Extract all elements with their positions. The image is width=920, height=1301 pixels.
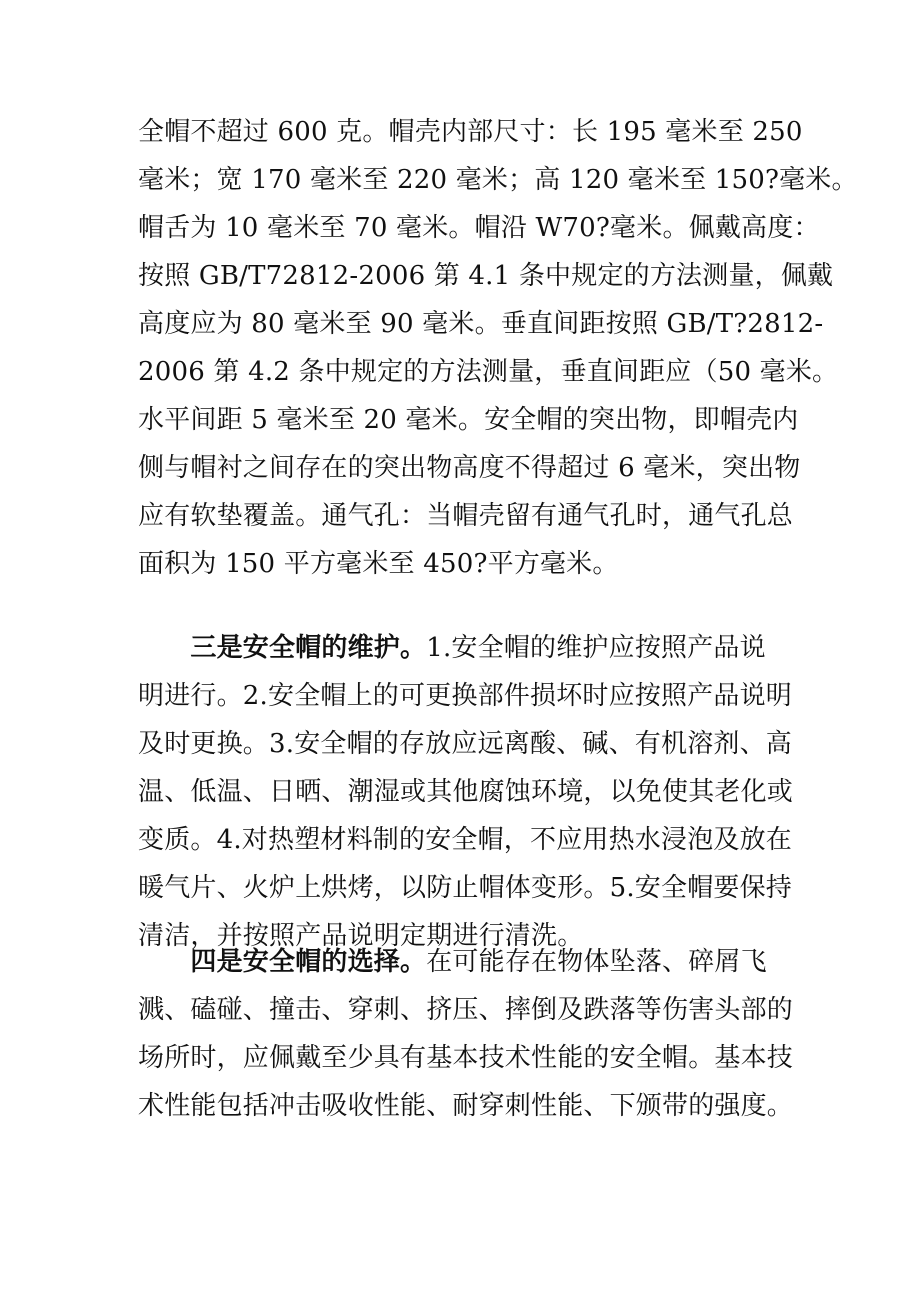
paragraph-helmet-selection (138, 938, 798, 1130)
paragraph-line: 暖气片、火炉上烘烤，以防止帽体变形。5.安全帽要保持 (138, 873, 793, 903)
paragraph-line: 应有软垫覆盖。通气孔：当帽壳留有通气孔时，通气孔总 (138, 501, 794, 531)
paragraph-line: 水平间距 5 毫米至 20 毫米。安全帽的突出物，即帽壳内 (138, 405, 799, 435)
paragraph-line-rest: 在可能存在物体坠落、碎屑飞 (426, 947, 767, 977)
paragraph-line: 及时更换。3.安全帽的存放应远离酸、碱、有机溶剂、高 (138, 729, 793, 759)
paragraph-line: 清洁，并按照产品说明定期进行清洗。 (138, 921, 584, 951)
paragraph-line: 溅、磕碰、撞击、穿刺、挤压、摔倒及跌落等伤害头部的 (138, 995, 794, 1025)
paragraph-line: 侧与帽衬之间存在的突出物高度不得超过 6 毫米，突出物 (138, 453, 801, 483)
paragraph-helmet-maintenance (138, 624, 798, 960)
paragraph-helmet-dimensions (138, 108, 858, 588)
paragraph-line: 术性能包括冲击吸收性能、耐穿刺性能、下颁带的强度。 (138, 1091, 794, 1121)
paragraph-line: 变质。4.对热塑材料制的安全帽，不应用热水浸泡及放在 (138, 825, 793, 855)
paragraph-line: 温、低温、日晒、潮湿或其他腐蚀环境，以免使其老化或 (138, 777, 794, 807)
paragraph-line: 场所时，应佩戴至少具有基本技术性能的安全帽。基本技 (138, 1043, 794, 1073)
paragraph-first-line (138, 938, 798, 986)
section-heading-selection: 四是安全帽的选择。 (190, 947, 427, 977)
paragraph-line-rest: 1.安全帽的维护应按照产品说 (426, 633, 766, 663)
section-heading-maintenance: 三是安全帽的维护。 (190, 633, 427, 663)
paragraph-line: 帽舌为 10 毫米至 70 毫米。帽沿 W70?毫米。佩戴高度： (138, 213, 820, 243)
paragraph-first-line (138, 624, 798, 672)
paragraph-line: 面积为 150 平方毫米至 450?平方毫米。 (138, 549, 619, 579)
paragraph-line: 明进行。2.安全帽上的可更换部件损坏时应按照产品说明 (138, 681, 793, 711)
paragraph-line: 按照 GB/T72812-2006 第 4.1 条中规定的方法测量，佩戴 (138, 261, 834, 291)
paragraph-line: 毫米；宽 170 毫米至 220 毫米；高 120 毫米至 150?毫米。 (138, 165, 858, 195)
paragraph-line: 高度应为 80 毫米至 90 毫米。垂直间距按照 GB/T?2812- (138, 309, 824, 339)
paragraph-line: 2006 第 4.2 条中规定的方法测量，垂直间距应（50 毫米。 (138, 357, 839, 387)
paragraph-line: 全帽不超过 600 克。帽壳内部尺寸：长 195 毫米至 250 (138, 117, 803, 147)
